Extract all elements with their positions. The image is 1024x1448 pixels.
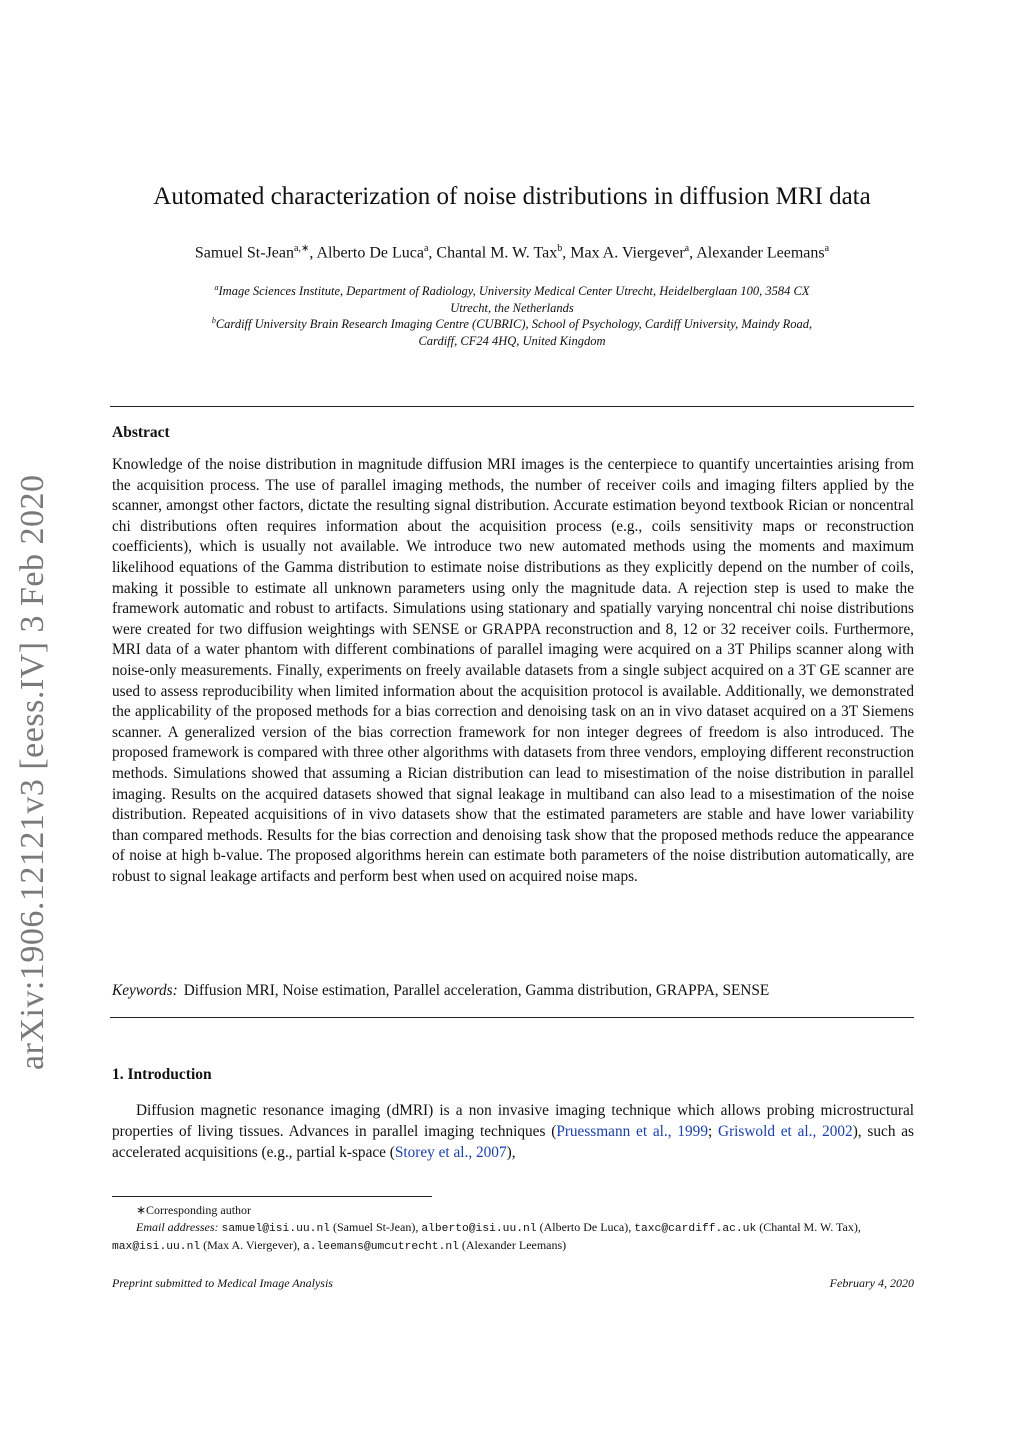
author-name: Chantal M. W. Tax (436, 244, 558, 262)
author-affiliation-mark: b (557, 243, 563, 254)
keywords-text: Diffusion MRI, Noise estimation, Parallel acceleration, Gamma distribution, GRAPPA, SENSE (183, 982, 770, 999)
keywords-line (112, 982, 914, 1000)
author-list: Samuel St-Jean$^{a,∗}$, Alberto De Luca$^a$, Chantal M. W. Tax$^b$, Max A. Viergever$^a$, Alexander Leemans$^a$ (194, 243, 830, 262)
author-affiliation-mark: a (684, 243, 690, 254)
author-affiliation-mark: a (423, 243, 429, 254)
abstract-heading: Abstract (112, 424, 170, 441)
preprint-footer: Preprint submitted to Medical Image Analysis (112, 1276, 333, 1290)
email-addresses-note: Email addresses: samuel@isi.uu.nl (Samuel St-Jean), alberto@isi.uu.nl (Alberto De Luca), taxc@cardiff.ac.uk (Chantal M. W. Tax), max@isi.uu.nl (Max A. Viergever), a.leemans@umcutrecht.nl (Alexander Leemans) (112, 1220, 861, 1253)
affiliation-a (120, 280, 904, 316)
citation-link[interactable]: Griswold et al., 2002 (718, 1123, 853, 1140)
email-link[interactable]: a.leemans@umcutrecht.nl (302, 1241, 459, 1253)
introduction-paragraph: Diffusion magnetic resonance imaging (dMRI) is a non invasive imaging technique which allows probing microstructural properties of living tissues. Advances in parallel imaging techniques (Pruessmann et al., 1999; Griswold et al., 2002), such as accelerated acquisitions (e.g., partial k-space (Storey et al., 2007), (112, 1102, 915, 1161)
author-name: Alberto De Luca (316, 244, 424, 262)
citation-link[interactable]: Pruessmann et al., 1999 (556, 1123, 708, 1140)
author-name: Alexander Leemans (696, 244, 825, 262)
paper-title: Automated characterization of noise distributions in diffusion MRI data (153, 183, 871, 210)
author-name: Samuel St-Jean (194, 244, 294, 262)
email-link[interactable]: samuel@isi.uu.nl (221, 1223, 331, 1235)
abstract-bottom-rule (110, 1017, 914, 1018)
footnote-rule (112, 1196, 432, 1197)
affiliation-line: Utrecht, the Netherlands (450, 300, 574, 315)
author-name: Max A. Viergever (570, 244, 685, 262)
author-affiliation-mark: a,∗ (294, 243, 310, 254)
keywords-label: Keywords: (112, 982, 178, 999)
abstract-text: Knowledge of the noise distribution in magnitude diffusion MRI images is the centerpiece to quantify uncertainties arising from the acquisition process. The use of parallel imaging methods, the number of receiver coils and imaging filters applied by the scanner, amongst other factors, dictate the resulting signal distribution. Accurate estimation beyond textbook Rician or noncentral chi distributions often requires information about the acquisition process (e.g., coils sensitivity maps or reconstruction coefficients), which is usually not available. We introduce two new automated methods using the moments and maximum likelihood equations of the Gamma distribution to estimate noise distributions as they explicitly depend on the number of coils, making it possible to estimate all unknown parameters using only the magnitude data. A rejection step is used to make the framework automatic and robust to artifacts. Simulations using stationary and spatially varying noncentral chi noise distributions were created for two diffusion weightings with SENSE or GRAPPA reconstruction and 8, 12 or 32 receiver coils. Furthermore, MRI data of a water phantom with different combinations of parallel imaging were acquired on a 3T Philips scanner along with noise-only measurements. Finally, experiments on freely available datasets from a single subject acquired on a 3T GE scanner are used to assess reproducibility when limited information about the acquisition protocol is available. Additionally, we demonstrated the applicability of the proposed methods for a bias correction and denoising task on an in vivo dataset acquired on a 3T Siemens scanner. A generalized version of the bias correction framework for non integer degrees of freedom is also introduced. The proposed framework is compared with three other algorithms with datasets from three vendors, employing different reconstruction methods. Simulations showed that assuming a Rician distribution can lead to misestimation of the noise distribution in parallel imaging. Results on the acquired datasets showed that signal leakage in multiband can also lead to a misestimation of the noise distribution. Repeated acquisitions of in vivo datasets show that the estimated parameters are stable and have lower variability than compared methods. Results for the bias correction and denoising task show that the proposed methods reduce the appearance of noise at high b-value. The proposed algorithms herein can estimate both parameters of the noise distribution automatically, are robust to signal leakage artifacts and perform best when used on acquired noise maps. (112, 456, 914, 885)
footer-date: February 4, 2020 (829, 1276, 914, 1290)
section-heading-introduction: 1. Introduction (112, 1066, 212, 1083)
email-label: Email addresses: (136, 1220, 219, 1234)
email-link[interactable]: max@isi.uu.nl (112, 1241, 201, 1253)
abstract-top-rule (110, 406, 914, 407)
email-link[interactable]: taxc@cardiff.ac.uk (634, 1223, 757, 1235)
arxiv-identifier-stamp: arXiv:1906.12121v3 [eess.IV] 3 Feb 2020 (14, 474, 51, 1070)
author-affiliation-mark: a (824, 243, 830, 254)
affiliation-line: Image Sciences Institute, Department of Radiology, University Medical Center Utrecht, Heidelberglaan 100, 3584 CX (218, 284, 810, 299)
corresponding-author-note: ∗Corresponding author (136, 1203, 252, 1217)
affiliation-mark: b (211, 316, 216, 325)
citation-link[interactable]: Storey et al., 2007 (394, 1144, 507, 1161)
affiliation-mark: a (214, 283, 219, 292)
affiliation-b (120, 313, 904, 349)
affiliation-line: Cardiff, CF24 4HQ, United Kingdom (418, 333, 606, 348)
affiliation-line: Cardiff University Brain Research Imaging Centre (CUBRIC), School of Psychology, Cardiff University, Maindy Road, (215, 317, 813, 332)
email-link[interactable]: alberto@isi.uu.nl (421, 1223, 537, 1235)
